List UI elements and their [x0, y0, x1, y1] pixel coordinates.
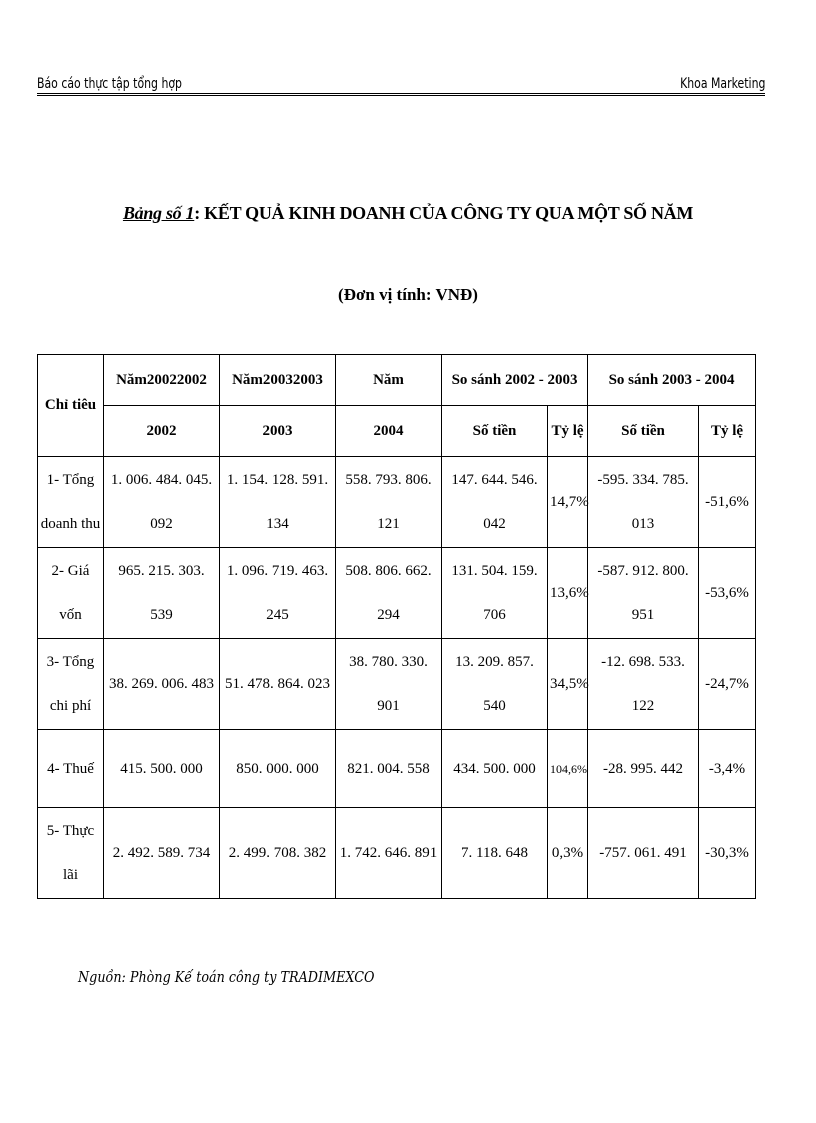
col-2003-top: Năm20032003 [220, 355, 336, 406]
amount-2003-2004: -595. 334. 785. 013 [588, 457, 699, 548]
source-note: Nguồn: Phòng Kế toán công ty TRADIMEXCO [78, 968, 375, 986]
header-row [38, 355, 756, 406]
amount-2002-2003: 147. 644. 546. 042 [442, 457, 548, 548]
amount-2003-2004: -757. 061. 491 [588, 808, 699, 899]
col-amount-1: Số tiền [442, 406, 548, 457]
value-2003: 2. 499. 708. 382 [220, 808, 336, 899]
page-header [37, 72, 765, 96]
ratio-2002-2003: 0,3% [548, 808, 588, 899]
table-row [38, 808, 756, 899]
ratio-2002-2003: 14,7% [548, 457, 588, 548]
amount-2002-2003: 7. 118. 648 [442, 808, 548, 899]
col-ratio-1: Tỷ lệ [548, 406, 588, 457]
value-2002: 2. 492. 589. 734 [104, 808, 220, 899]
row-label: 3- Tổng chi phí [38, 639, 104, 730]
amount-2003-2004: -587. 912. 800. 951 [588, 548, 699, 639]
value-2002: 38. 269. 006. 483 [104, 639, 220, 730]
ratio-2003-2004: -24,7% [699, 639, 756, 730]
col-2002-bottom: 2002 [104, 406, 220, 457]
value-2002: 965. 215. 303. 539 [104, 548, 220, 639]
row-label: 2- Giá vốn [38, 548, 104, 639]
ratio-2003-2004: -53,6% [699, 548, 756, 639]
ratio-2002-2003: 104,6% [548, 730, 588, 808]
amount-2003-2004: -12. 698. 533. 122 [588, 639, 699, 730]
value-2003: 1. 096. 719. 463. 245 [220, 548, 336, 639]
ratio-2002-2003: 34,5% [548, 639, 588, 730]
value-2003: 1. 154. 128. 591. 134 [220, 457, 336, 548]
col-2004-bottom: 2004 [336, 406, 442, 457]
business-results-table [37, 354, 756, 899]
table-row [38, 548, 756, 639]
value-2002: 1. 006. 484. 045. 092 [104, 457, 220, 548]
amount-2002-2003: 434. 500. 000 [442, 730, 548, 808]
unit-note: (Đơn vị tính: VNĐ) [338, 285, 478, 304]
value-2003: 850. 000. 000 [220, 730, 336, 808]
report-title: Báo cáo thực tập tổng hợp [37, 76, 182, 92]
table-row [38, 730, 756, 808]
amount-2002-2003: 13. 209. 857. 540 [442, 639, 548, 730]
col-compare-2002-2003: So sánh 2002 - 2003 [442, 355, 588, 406]
col-indicator: Chỉ tiêu [38, 355, 104, 457]
value-2004: 558. 793. 806. 121 [336, 457, 442, 548]
col-ratio-2: Tỷ lệ [699, 406, 756, 457]
subheader-row [38, 406, 756, 457]
ratio-2003-2004: -30,3% [699, 808, 756, 899]
col-2003-bottom: 2003 [220, 406, 336, 457]
amount-2003-2004: -28. 995. 442 [588, 730, 699, 808]
value-2004: 508. 806. 662. 294 [336, 548, 442, 639]
ratio-2003-2004: -3,4% [699, 730, 756, 808]
value-2004: 1. 742. 646. 891 [336, 808, 442, 899]
table-row [38, 457, 756, 548]
col-amount-2: Số tiền [588, 406, 699, 457]
value-2003: 51. 478. 864. 023 [220, 639, 336, 730]
row-label: 1- Tổng doanh thu [38, 457, 104, 548]
faculty-name: Khoa Marketing [679, 76, 765, 92]
amount-2002-2003: 131. 504. 159. 706 [442, 548, 548, 639]
value-2004: 38. 780. 330. 901 [336, 639, 442, 730]
table-title [0, 203, 816, 224]
table-row [38, 639, 756, 730]
value-2002: 415. 500. 000 [104, 730, 220, 808]
table-caption: : KẾT QUẢ KINH DOANH CỦA CÔNG TY QUA MỘT SỐ NĂM [194, 203, 694, 223]
table-number: Bảng số 1 [122, 203, 195, 223]
col-2002-top: Năm20022002 [104, 355, 220, 406]
col-compare-2003-2004: So sánh 2003 - 2004 [588, 355, 756, 406]
row-label: 4- Thuế [38, 730, 104, 808]
ratio-2003-2004: -51,6% [699, 457, 756, 548]
value-2004: 821. 004. 558 [336, 730, 442, 808]
ratio-2002-2003: 13,6% [548, 548, 588, 639]
col-2004-top: Năm [336, 355, 442, 406]
header-divider [37, 93, 765, 96]
row-label: 5- Thực lãi [38, 808, 104, 899]
